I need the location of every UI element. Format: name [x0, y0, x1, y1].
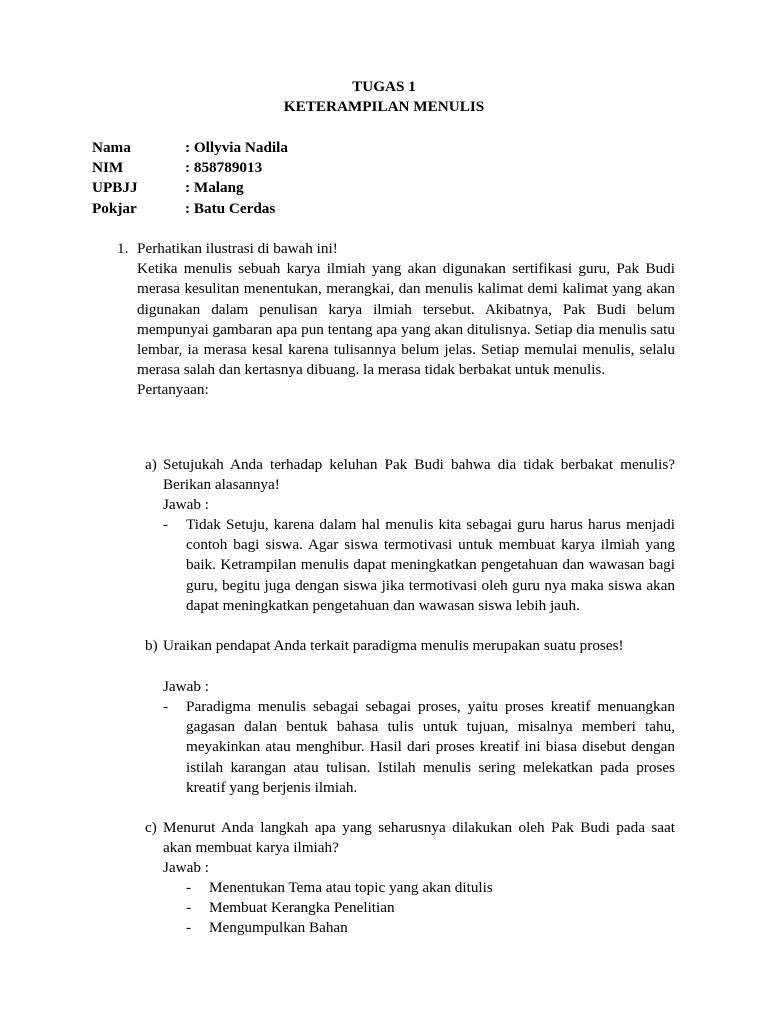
question-body: Ketika menulis sebuah karya ilmiah yang akan digunakan sertifikasi guru, Pak Budi merasa kesulitan menentukan, merangkai, dan menulis kalimat demi kalimat yang akan digunakan dalam penulisan karya ilmiah tersebut. Akibatnya, Pak Budi belum mempunyai gambaran apa pun tentang apa yang akan ditulisnya. Setiap dia menulis satu lembar, ia merasa kesal karena tulisannya belum jelas. Setiap memulai menulis, selalu merasa salah dan kertasnya dibuang. la merasa tidak berbakat untuk menulis.	[137, 260, 675, 379]
document-title: TUGAS 1	[352, 78, 416, 95]
answer-label: Jawab :	[163, 859, 209, 876]
sub-question: Setujukah Anda terhadap keluhan Pak Budi bahwa dia tidak berbakat menulis? Berikan alasannya!	[163, 456, 675, 494]
identity-value: : Batu Cerdas	[185, 199, 276, 217]
identity-value: : Ollyvia Nadila	[185, 139, 288, 156]
identity-value: : 858789013	[185, 159, 263, 177]
identity-label: Pokjar	[92, 199, 137, 217]
question-intro: Perhatikan ilustrasi di bawah ini!	[137, 240, 338, 257]
list-item: Mengumpulkan Bahan	[209, 919, 348, 936]
bullet-dash: -	[186, 899, 192, 916]
sub-question-a-text	[163, 455, 675, 495]
list-item: Menentukan Tema atau topic yang akan ditulis	[209, 879, 493, 896]
identity-label: UPBJJ	[92, 179, 138, 197]
bullet-dash: -	[186, 919, 192, 936]
question-prompt: Pertanyaan:	[137, 381, 209, 399]
sub-question: Menurut Anda langkah apa yang seharusnya dilakukan oleh Pak Budi pada saat akan membuat karya ilmiah?	[163, 819, 675, 857]
list-item: Membuat Kerangka Penelitian	[209, 899, 395, 916]
answer-label: Jawab :	[163, 678, 209, 695]
sub-question: Uraikan pendapat Anda terkait paradigma menulis merupakan suatu proses!	[163, 637, 624, 654]
identity-label: Nama	[92, 139, 131, 156]
answer-a-text	[186, 515, 675, 616]
document-subtitle: KETERAMPILAN MENULIS	[283, 98, 485, 115]
answer-text: Tidak Setuju, karena dalam hal menulis kita sebagai guru harus harus menjadi contoh bagi siswa. Agar siswa termotivasi untuk membuat karya ilmiah yang baik. Ketrampilan menulis dapat meningkatkan pengetahuan dan wawasan bagi guru, begitu juga dengan siswa jika termotivasi oleh guru nya maka siswa akan dapat meningkatkan pengetahuan dan wawasan siswa lebih jauh.	[186, 516, 675, 614]
sub-question-a-label: a)	[145, 456, 157, 473]
bullet-dash: -	[163, 698, 169, 715]
bullet-dash: -	[163, 516, 169, 533]
identity-value: : Malang	[185, 179, 244, 197]
sub-question-b-label: b)	[145, 637, 158, 654]
question-number: 1.	[117, 240, 129, 257]
answer-label: Jawab :	[163, 496, 209, 513]
identity-label: NIM	[92, 159, 124, 177]
answer-b-text	[186, 697, 675, 798]
sub-question-c-label: c)	[145, 819, 157, 836]
answer-text: Paradigma menulis sebagai sebagai proses, yaitu proses kreatif menuangkan gagasan dalan bentuk bahasa tulis untuk tujuan, misalnya memberi tahu, meyakinkan atau menghibur. Hasil dari proses kreatif ini biasa disebut dengan istilah karangan atau tulisan. Istilah menulis sering melekatkan pada proses kreatif yang berjenis ilmiah.	[186, 698, 675, 796]
question-1-text	[137, 239, 675, 401]
sub-question-b-text	[163, 636, 675, 656]
sub-question-c-text	[163, 818, 675, 858]
bullet-dash: -	[186, 879, 192, 896]
